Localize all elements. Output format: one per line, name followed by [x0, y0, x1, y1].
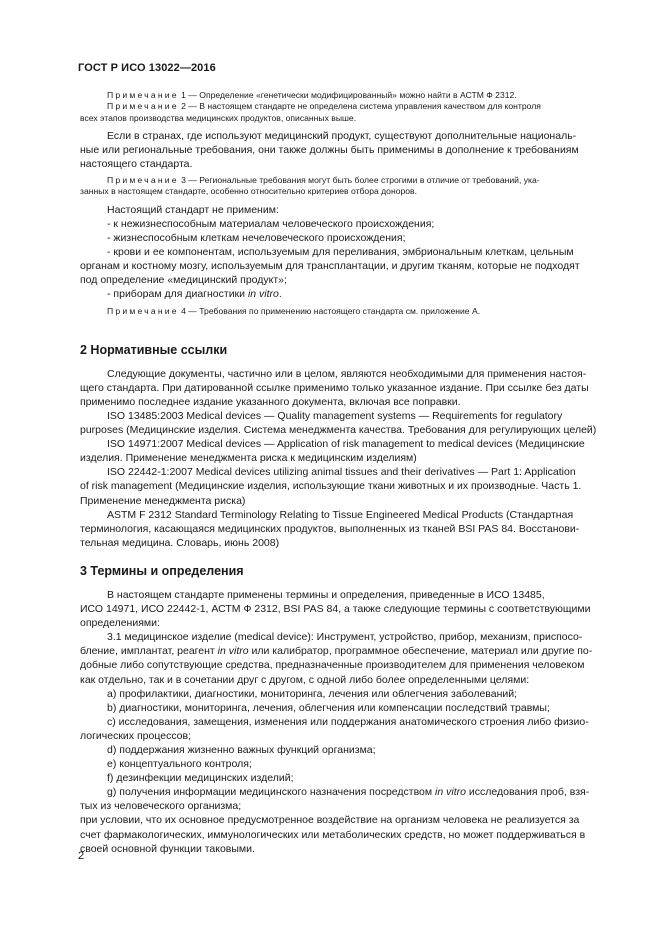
not-applicable-list: Настоящий стандарт не применим: - к нежизнеспособным материалам человеческого происхождения; - жизнеспособным клеткам нечеловеческого происхождения; - крови и ее компонентам, используемым для переливания, эмбриональным клеткам, цельным органам и костному мозгу, используемым для трансплантации, и другим тканям, которые не подходят под определение «медицинский продукт»; - приборам для диагностики in vitro.	[80, 203, 612, 302]
page-number: 2	[78, 850, 85, 862]
note-2: Примечание 2 — В настоящем стандарте не определена система управления качеством для контроля	[107, 101, 541, 112]
note-1: Примечание 1 — Определение «генетически модифицированный» можно найти в АСТМ Ф 2312.	[107, 90, 517, 100]
reference-iso-13485: ISO 13485:2003 Medical devices — Quality management systems — Requirements for regulatory purposes (Медицинские изделия. Система менеджмента качества. Требования для регулирующих целей)	[80, 410, 597, 437]
list-item: b) диагностики, мониторинга, лечения, облегчения или компенсации последствий травмы;	[107, 701, 550, 714]
section-3-title: 3 Термины и определения	[80, 563, 244, 578]
paragraph-national: Если в странах, где используют медицинский продукт, существуют дополнительные националь-	[107, 129, 577, 142]
section-2-title: 2 Нормативные ссылки	[80, 342, 228, 357]
list-item: - приборам для диагностики in vitro.	[107, 288, 282, 301]
list-item: - к нежизнеспособным материалам человеческого происхождения;	[107, 217, 435, 230]
page-content: Примечание 1 — Определение «генетически модифицированный» можно найти в АСТМ Ф 2312. Примечание 2 — В настоящем стандарте не определена система управления качеством для контроля всех этапов производства медицинских продуктов, описанных выше. Если в странах, где используют медицинский продукт, существуют дополнительные националь- ные или региональные требования, они также должны быть применимы в дополнение к требованиям настоящего стандарта. Примечание 3 — Региональные требования могут быть более строгими в отличие от требований, ука- занных в настоящем стандарте, особенно относительно критериев отбора доноров. Настоящий стандарт не применим: - к нежизнеспособным материалам человеческого происхождения; - жизнеспособным клеткам нечеловеческого происхождения; - крови и ее компонентам, используемым для переливания, эмбриональным клеткам, цельным органам и костному мозгу, используемым для трансплантации, и другим тканям, которые не подходят под определение «медицинский продукт»; - приборам для диагностики in vitro. Примечание 4 — Требования по применению настоящего стандарта см. приложение А. 2 Нормативные ссылки Следующие документы, частично или в целом, являются необходимыми для применения настоя- щего стандарта. При датированной ссылке применимо только указанное издание. При ссылке без даты применимо последнее издание указанного документа, включая все поправки. ISO 13485:2003 Medical devices — Quality management systems — Requirements for regulatory purposes (Медицинские изделия. Система менеджмента качества. Требования для регулирующих целей) ISO 14971:2007 Medical devices — Application of risk management to medical devices (Медицинские изделия. Применение менеджмента риска к медицинским изделиям) ISO 22442-1:2007 Medical devices utilizing animal tissues and their derivatives — Part 1: Application of risk management (Медицинские изделия, использующие ткани животных и их производные. Часть 1. Применение менеджмента риска) ASTM F 2312 Standard Terminology Relating to Tissue Engineered Medical Products (Стандартная терминология, касающаяся медицинских продуктов, выполненных из тканей BSI PAS 84. Восстанови- тельная медицина. Словарь, июнь 2008) 3 Термины и определения В настоящем стандарте применены термины и определения, приведенные в ИСО 13485, ИСО 14971, ИСО 22442-1, АСТМ Ф 2312, BSI PAS 84, а также следующие термины с соответствующими определениями: 3.1 медицинское изделие (medical device): Инструмент, устройство, прибор, механизм, приспосо- бление, имплантат, реагент in vitro или калибратор, программное обеспечение, материал или другие по- добные либо сопутствующие средства, предназначенные производителем для применения человеком как отдельно, так и в сочетании друг с другом, с одной либо более определенными целями: a) профилактики, диагностики, мониторинга, лечения или облегчения заболеваний; b) диагностики, мониторинга, лечения, облегчения или компенсации последствий травмы; c) исследования, замещения, изменения или поддержания анатомического строения либо физио- логических процессов; d) поддержания жизненно важных функций организма; e) концептуального контроля; f) дезинфекции медицинских изделий; g) получения информации медицинского назначения посредством in vitro исследования проб, взя- тых из человеческого организма; при условии, что их основное предусмотренное воздействие на организм человека не реализуется за счет фармакологических, иммунологических или метаболических средств, но может поддерживаться в своей основной функции таковыми.	[80, 90, 612, 856]
list-item: - жизнеспособным клеткам нечеловеческого происхождения;	[107, 231, 406, 244]
list-item: a) профилактики, диагностики, мониторинга, лечения или облегчения заболеваний;	[107, 687, 518, 700]
reference-iso-22442: ISO 22442-1:2007 Medical devices utilizing animal tissues and their derivatives — Part 1: Application of risk management (Медицинские изделия, использующие ткани животных и их производные. Часть 1. Применение менеджмента риска)	[80, 466, 582, 507]
list-item: f) дезинфекции медицинских изделий;	[107, 772, 294, 785]
section-3-intro: В настоящем стандарте применены термины и определения, приведенные в ИСО 13485, ИСО 14971, ИСО 22442-1, АСТМ Ф 2312, BSI PAS 84, а также следующие термины с соответствующими определениями:	[80, 588, 591, 630]
list-item: e) концептуального контроля;	[107, 758, 252, 771]
list-item: g) получения информации медицинского назначения посредством in vitro исследования проб, взя-	[107, 786, 590, 799]
note-3: Примечание 3 — Региональные требования могут быть более строгими в отличие от требований, ука-	[107, 175, 540, 186]
section-2-intro: Следующие документы, частично или в целом, являются необходимыми для применения настоя- щего стандарта. При датированной ссылке применимо только указанное издание. При ссылке без даты применимо последнее издание указанного документа, включая все поправки.	[80, 367, 589, 408]
definition-conclusion: при условии, что их основное предусмотренное воздействие на организм человека не реализуется за счет фармакологических, иммунологических или метаболических средств, но может поддерживаться в своей основной функции таковыми.	[80, 814, 586, 855]
list-item: c) исследования, замещения, изменения или поддержания анатомического строения либо физио-	[107, 715, 589, 728]
list-item: d) поддержания жизненно важных функций организма;	[107, 743, 376, 756]
document-header: ГОСТ Р ИСО 13022—2016	[78, 62, 216, 74]
reference-astm-f2312: ASTM F 2312 Standard Terminology Relating to Tissue Engineered Medical Products (Стандартная терминология, касающаяся медицинских продуктов, выполненных из тканей BSI PAS 84. Восстанови- тельная медицина. Словарь, июнь 2008)	[80, 508, 580, 549]
note-2-continued: всех этапов производства медицинских продуктов, описанных выше.	[80, 112, 357, 123]
list-item: - крови и ее компонентам, используемым для переливания, эмбриональным клеткам, цельным	[107, 246, 574, 259]
definition-medical-device: 3.1 медицинское изделие (medical device): Инструмент, устройство, прибор, механизм, приспосо- бление, имплантат, реагент in vitro или калибратор, программное обеспечение, материал или другие по- добные либо сопутствующие средства, предназначенные производителем для применения человеком как отдельно, так и в сочетании друг с другом, с одной либо более определенными целями:	[80, 631, 593, 686]
note-4: Примечание 4 — Требования по применению настоящего стандарта см. приложение А.	[107, 306, 481, 317]
reference-iso-14971: ISO 14971:2007 Medical devices — Application of risk management to medical devices (Медицинские изделия. Применение менеджмента риска к медицинским изделиям)	[80, 438, 585, 465]
definition-purposes-list: a) профилактики, диагностики, мониторинга, лечения или облегчения заболеваний; b) диагностики, мониторинга, лечения, облегчения или компенсации последствий травмы; c) исследования, замещения, изменения или поддержания анатомического строения либо физио- логических процессов; d) поддержания жизненно важных функций организма; e) концептуального контроля; f) дезинфекции медицинских изделий; g) получения информации медицинского назначения посредством in vitro исследования проб, взя- тых из человеческого организма;	[80, 687, 612, 814]
